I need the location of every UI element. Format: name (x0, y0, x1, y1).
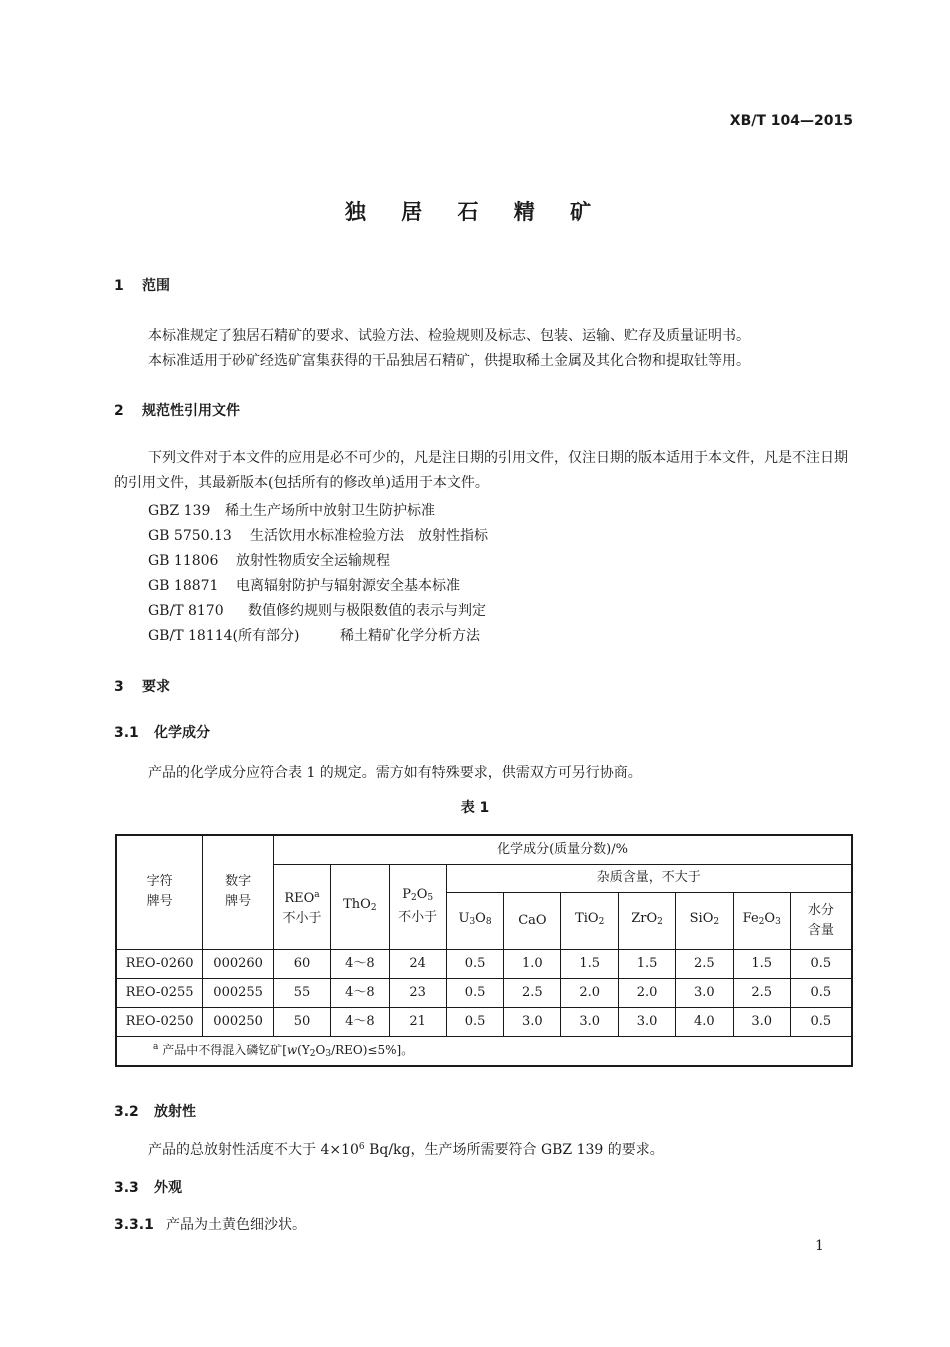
cell-tio2: 3.0 (561, 1007, 619, 1036)
header-reo: REO$^a$ 不小于 (274, 864, 331, 949)
header-grade-number: 数字 牌号 (203, 835, 274, 949)
reference-code: GB 11806 (148, 553, 219, 569)
section-number: 3 (114, 679, 124, 695)
reference-title: 生活饮用水标准检验方法 放射性指标 (250, 528, 488, 544)
reference-title: 电离辐射防护与辐射源安全基本标准 (236, 578, 460, 594)
section-3-1-paragraph: 产品的化学成分应符合表 1 的规定。需方如有特殊要求，供需双方可另行协商。 (148, 765, 642, 781)
header-tho2: ThO$_2$ (330, 864, 389, 949)
reference-item (148, 525, 488, 545)
section-2-heading (114, 400, 240, 420)
table-row (116, 1007, 852, 1036)
cell-zro2: 3.0 (619, 1007, 676, 1036)
cell-sio2: 4.0 (675, 1007, 733, 1036)
reference-item (148, 625, 480, 645)
section-number: 3.3.1 (114, 1217, 154, 1233)
cell-cao: 3.0 (504, 1007, 561, 1036)
cell-tio2: 2.0 (561, 978, 619, 1007)
section-number: 2 (114, 403, 124, 419)
cell-reo: 50 (274, 1007, 331, 1036)
reference-title: 放射性物质安全运输规程 (236, 553, 390, 569)
cell-p2o5: 24 (389, 949, 446, 978)
section-title: 规范性引用文件 (142, 403, 240, 419)
reference-title: 数值修约规则与极限数值的表示与判定 (248, 603, 486, 619)
section-title: 放射性 (154, 1104, 196, 1120)
standard-code: XB/T 104—2015 (729, 113, 853, 129)
header-fe2o3: $Fe_2O_3$ (733, 892, 790, 949)
cell-symbol: REO-0255 (116, 978, 203, 1007)
reference-item (148, 500, 435, 520)
cell-p2o5: 23 (389, 978, 446, 1007)
section-3-2-paragraph: 产品的总放射性活度不大于 $4\times 10^6$ Bq/kg，生产场所需要符合 GBZ 139 的要求。 (148, 1142, 664, 1158)
header-grade-symbol: 字符 牌号 (116, 835, 203, 949)
cell-tio2: 1.5 (561, 949, 619, 978)
cell-number: 000255 (203, 978, 274, 1007)
table-row (116, 949, 852, 978)
cell-sio2: 2.5 (675, 949, 733, 978)
section-title: 要求 (142, 679, 170, 695)
section-3-3-heading (114, 1177, 182, 1197)
header-zro2: ZrO$_2$ (619, 892, 676, 949)
cell-moisture: 0.5 (790, 978, 852, 1007)
document-title: 独 居 石 精 矿 (344, 200, 606, 224)
section-1-heading (114, 275, 170, 295)
header-p2o5: $P_2O_5$ 不小于 (389, 864, 446, 949)
header-tio2: TiO$_2$ (561, 892, 619, 949)
cell-zro2: 1.5 (619, 949, 676, 978)
cell-fe2o3: 2.5 (733, 978, 790, 1007)
cell-u3o8: 0.5 (446, 949, 504, 978)
section-1-paragraph-1: 本标准规定了独居石精矿的要求、试验方法、检验规则及标志、包装、运输、贮存及质量证明书。 (148, 328, 750, 344)
cell-sio2: 3.0 (675, 978, 733, 1007)
reference-item (148, 550, 390, 570)
cell-p2o5: 21 (389, 1007, 446, 1036)
cell-reo: 55 (274, 978, 331, 1007)
cell-moisture: 0.5 (790, 1007, 852, 1036)
reference-title: 稀土精矿化学分析方法 (340, 628, 480, 644)
section-number: 3.1 (114, 725, 139, 741)
table-footnote: $^a$ 产品中不得混入磷钇矿$[w(Y_2O_3/REO)\le 5\%]$。 (116, 1036, 852, 1066)
chemical-composition-table (115, 834, 853, 1067)
section-number: 3.2 (114, 1104, 139, 1120)
cell-number: 000260 (203, 949, 274, 978)
cell-tho2: 4～8 (330, 1007, 389, 1036)
header-sio2: SiO$_2$ (675, 892, 733, 949)
section-3-3-1-line (114, 1214, 306, 1234)
table-caption: 表 1 (460, 800, 490, 816)
header-u3o8: $U_3O_8$ (446, 892, 504, 949)
section-title: 化学成分 (154, 725, 210, 741)
reference-code: GB 5750.13 (148, 528, 232, 544)
cell-fe2o3: 3.0 (733, 1007, 790, 1036)
header-moisture: 水分 含量 (790, 892, 852, 949)
reference-code: GBZ 139 (148, 503, 211, 519)
section-3-heading (114, 676, 170, 696)
section-number: 3.3 (114, 1180, 139, 1196)
cell-fe2o3: 1.5 (733, 949, 790, 978)
cell-number: 000250 (203, 1007, 274, 1036)
section-3-2-heading (114, 1101, 196, 1121)
cell-symbol: REO-0260 (116, 949, 203, 978)
cell-reo: 60 (274, 949, 331, 978)
section-number: 1 (114, 278, 124, 294)
cell-symbol: REO-0250 (116, 1007, 203, 1036)
reference-item (148, 575, 460, 595)
cell-cao: 2.5 (504, 978, 561, 1007)
cell-u3o8: 0.5 (446, 1007, 504, 1036)
header-impurity: 杂质含量，不大于 (446, 864, 852, 892)
section-title: 范围 (142, 278, 170, 294)
cell-u3o8: 0.5 (446, 978, 504, 1007)
section-title: 外观 (154, 1180, 182, 1196)
section-text: 产品为土黄色细沙状。 (166, 1217, 306, 1233)
header-cao: CaO (504, 892, 561, 949)
reference-code: GB/T 18114(所有部分) (148, 628, 300, 644)
page-number: 1 (815, 1238, 824, 1254)
table-row (116, 978, 852, 1007)
section-3-1-heading (114, 722, 210, 742)
cell-tho2: 4～8 (330, 949, 389, 978)
cell-moisture: 0.5 (790, 949, 852, 978)
section-2-paragraph-1: 下列文件对于本文件的应用是必不可少的，凡是注日期的引用文件，仅注日期的版本适用于本文件，凡是不注日期的引用文件，其最新版本(包括所有的修改单)适用于本文件。 (114, 450, 848, 491)
reference-code: GB/T 8170 (148, 603, 224, 619)
reference-code: GB 18871 (148, 578, 219, 594)
reference-item (148, 600, 486, 620)
cell-tho2: 4～8 (330, 978, 389, 1007)
cell-cao: 1.0 (504, 949, 561, 978)
header-chemical-composition: 化学成分(质量分数)/% (274, 835, 852, 864)
section-1-paragraph-2: 本标准适用于砂矿经选矿富集获得的干品独居石精矿，供提取稀土金属及其化合物和提取钍等用。 (148, 353, 750, 369)
cell-zro2: 2.0 (619, 978, 676, 1007)
reference-title: 稀土生产场所中放射卫生防护标准 (225, 503, 435, 519)
